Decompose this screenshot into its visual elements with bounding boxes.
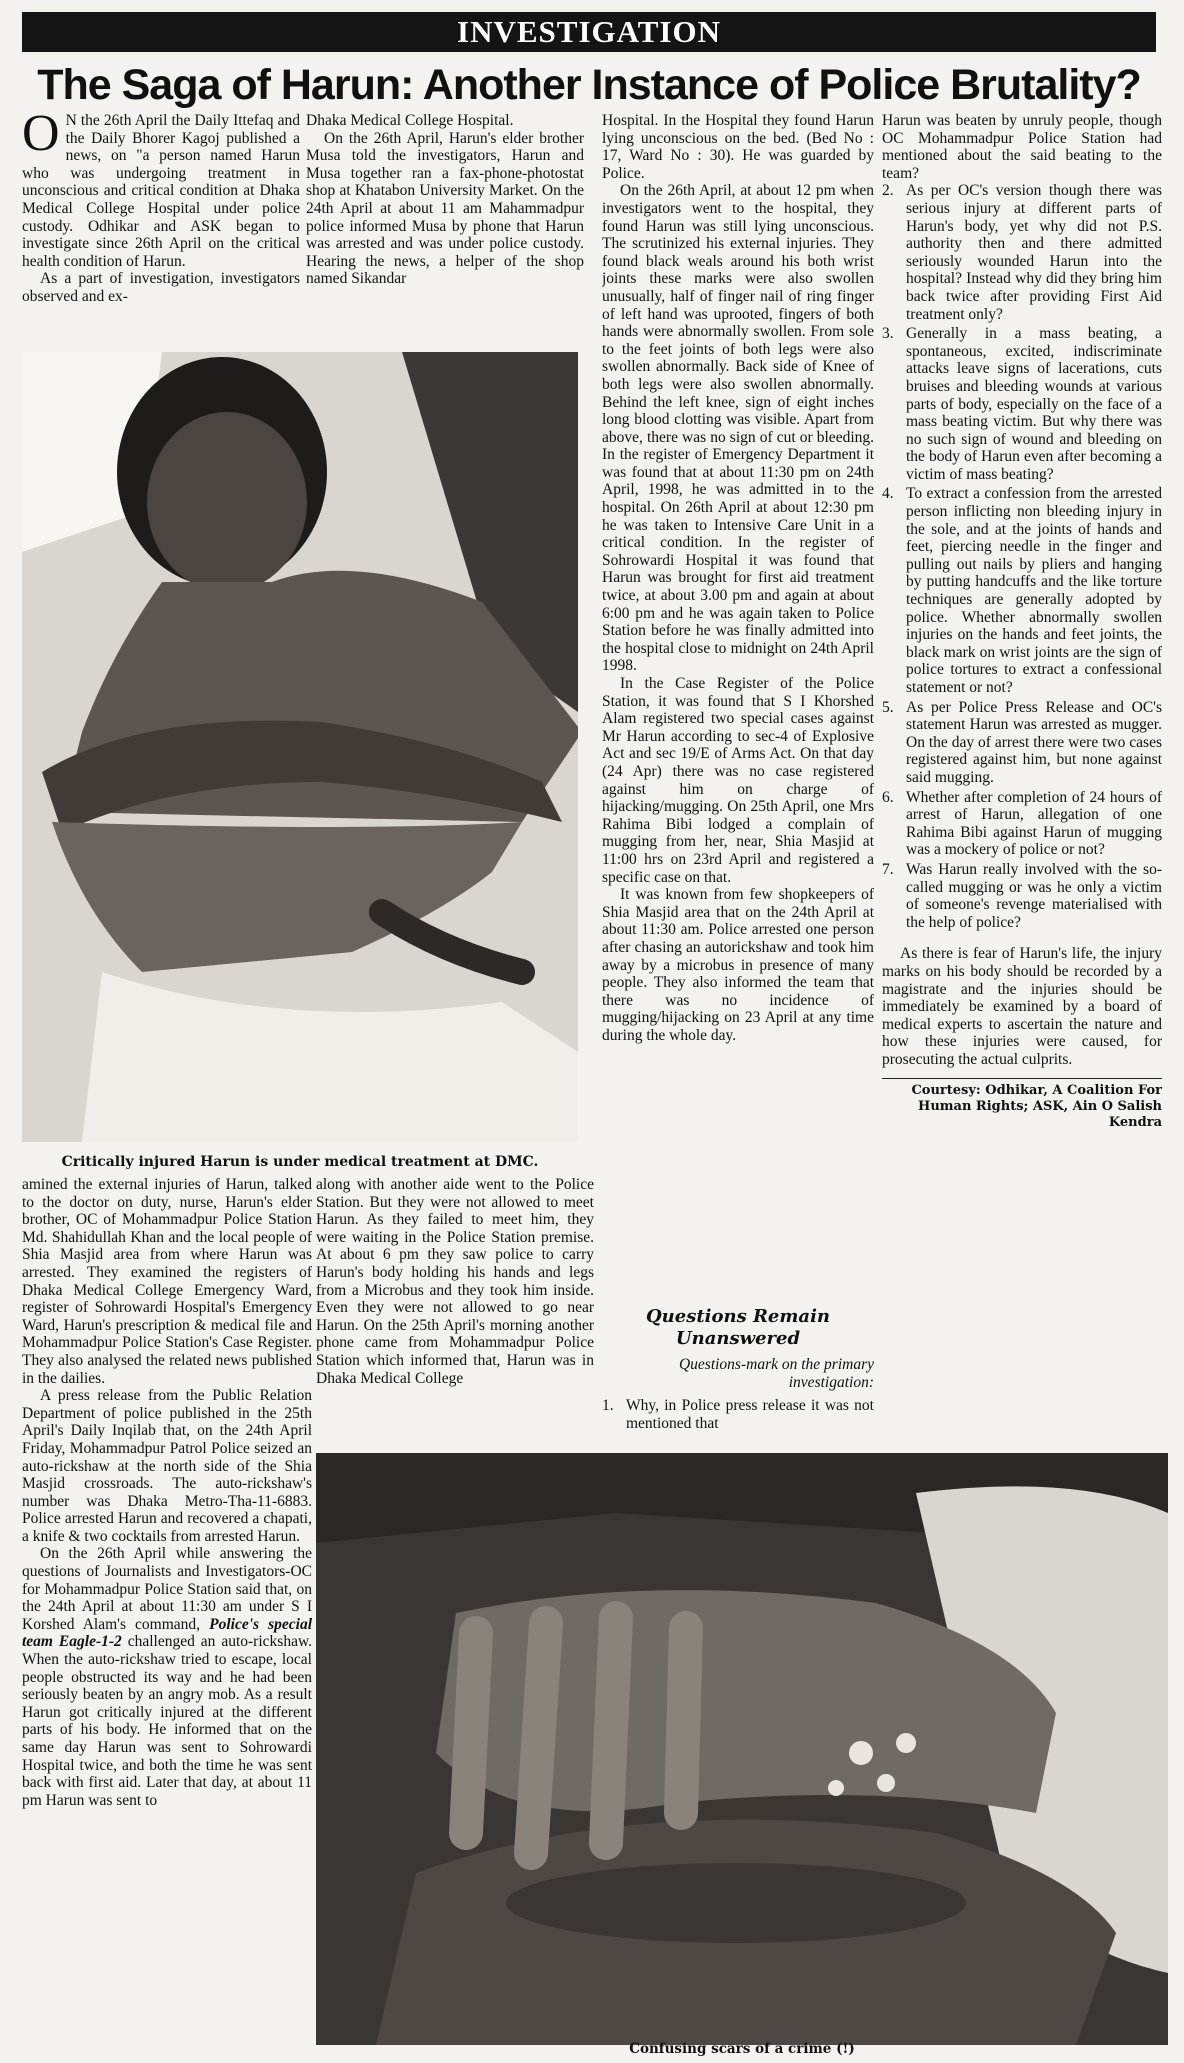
paragraph: On the 26th April while answering the questions of Journalists and Investigators-OC for Mohammadpur Police Station said that, on the 24th April at about 11:30 am under S I Korshed Alam's command, Police's special team Eagle-1-2 challenged an auto-rickshaw. When the auto-rickshaw tried to escape, local people obstructed its way and he had been seriously beaten by an angry mob. As a result Harun got critically injured at the different parts of his body. He informed that on the same day Harun was sent to Sohrowardi Hospital twice, and both the time he was sent back with first aid. Later that day, at about 11 pm Harun was sent to (22, 1545, 312, 1809)
paragraph: As a part of investigation, investigators observed and ex- (22, 270, 300, 305)
article-column-3 (602, 112, 874, 1292)
conclusion-paragraph: As there is fear of Harun's life, the injury marks on his body should be recorded by a magistrate and the injuries should be immediately be examined by a board of medical experts to ascertain the nature and how these injuries were caused, for prosecuting the actual culprits. (882, 945, 1162, 1068)
paragraph: Hospital. In the Hospital they found Harun lying unconscious on the bed. (Bed No : 17, Ward No : 30). He was guarded by Police. (602, 112, 874, 182)
question-item: 2. As per OC's version though there was serious injury at different parts of Harun's body, yet why did not P.S. authority then and there admitted seriously wounded Harun into the hospital? Instead why did they bring him back twice after providing First Aid treatment only? (882, 182, 1162, 323)
questions-intro: Questions-mark on the primary investigation: (678, 1356, 874, 1391)
paragraph: It was known from few shopkeepers of Shia Masjid area that on the 24th April at about 11:30 am. Police arrested one person after chasing an autorickshaw and took him away by a microbus in presence of many people. They also informed the team that there was no incidence of mugging/hijacking on 23 April at any time during the whole day. (602, 886, 874, 1044)
paragraph: On the 26th April, at about 12 pm when investigators went to the hospital, they found Harun was still lying unconscious. The scrutinized his external injuries. They found black weals around his both wrist joints these marks were also swollen unusually, half of finger nail of ring finger of left hand was uprooted, fingers of both hands were abnormally swollen. From sole to the feet joints of both legs were also swollen abnormally. Back side of Knee of both legs were also swollen abnormally. Behind the left knee, sign of eight inches long blood clotting was visible. Apart from above, there was no sign of cut or bleeding. In the register of Emergency Department it was found that at about 11:30 pm on 24th April, 1998, he was admitted in to the hospital. On 26th April at about 12:30 pm he was taken to Intensive Care Unit in a critical condition. In the register of Sohrowardi Hospital it was found that Harun was brought for first aid treatment twice, at about 3.00 pm and again at about 6:00 pm and he was again taken to Police Station before he was finally admitted into the hospital close to midnight on 24th April 1998. (602, 182, 874, 675)
paragraph: amined the external injuries of Harun, talked to the doctor on duty, nurse, Harun's elder brother, OC of Mohammadpur Police Station Md. Shahidullah Khan and the local people of Shia Masjid area from where Harun was arrested. They examined the registers of Dhaka Medical College Emergency Ward, register of Sohrowardi Hospital's Emergency Ward, Harun's prescription & medical file and Mohammadpur Police Station's Case Register. They also analysed the related news published in the dailies. (22, 1176, 312, 1387)
paragraph: Dhaka Medical College Hospital. (306, 112, 514, 129)
paragraph: O N the 26th April the Daily Ittefaq and the Daily Bhorer Kagoj published a news, on "a person named Harun who was undergoing treatment in unconscious and critical condition at Dhaka Medical College Hospital under police custody. Odhikar and ASK began to investigate since 26th April on the critical health condition of Harun. (22, 112, 300, 270)
question-item: 3. Generally in a mass beating, a spontaneous, excited, indiscriminate attacks leave signs of lacerations, cuts bruises and bleeding wounds at various parts of body, especially on the face of a mass beating victim. But why there was no such sign of wound and bleeding on the body of Harun even after becoming a victim of mass beating? (882, 325, 1162, 483)
question-item: 4. To extract a confession from the arrested person inflicting non bleeding injury in the sole, and at the joints of hands and feet, piercing needle in the finger and pulling out nails by pliers and hanging by putting handcuffs and the like torture techniques are generally adopted by police. Whether abnormally swollen injuries on the hands and feet joints, the black mark on wrist joints are the sign of police tortures to extract a confessional statement or not? (882, 485, 1162, 696)
article-column-4 (882, 112, 1162, 1452)
photo-caption: Confusing scars of a crime (!) (629, 2041, 855, 2057)
emphasis: Police's special team Eagle-1-2 (22, 1615, 312, 1651)
question-item: 1. Why, in Police press release it was not mentioned that (602, 1397, 874, 1432)
article-column-2 (306, 112, 584, 347)
courtesy-credit: Courtesy: Odhikar, A Coalition For Human Rights; ASK, Ain O Salish Kendra (911, 1083, 1162, 1131)
paragraph: A press release from the Public Relation Department of police published in the 25th April's Daily Inqilab that, on the 24th April Friday, Mohammadpur Patrol Police seized an auto-rickshaw at the north side of the Shia Masjid crossroads. The auto-rickshaw's number was Dhaka Metro-Tha-11-6883. Police arrested Harun and recovered a chapati, a knife & two cocktails from arrested Harun. (22, 1387, 312, 1545)
paragraph: In the Case Register of the Police Station, it was found that S I Khorshed Alam registered two special cases against Mr Harun according to sec-4 of Explosive Act and sec 19/E of Arms Act. On that day (24 Apr) there was no case registered against him on charge of hijacking/mugging. On 25th April, one Mrs Rahima Bibi lodged a complain of mugging from her, near, Shia Masjid at 11:00 hrs on 23rd April and registered a specific case on that. (602, 675, 874, 886)
questions-column-start (602, 1356, 874, 1456)
questions-heading: Questions Remain Unanswered (645, 1306, 831, 1349)
photo-illustration (316, 1453, 1168, 2045)
photo-scars (316, 1453, 1168, 2045)
question-item: 7. Was Harun really involved with the so-called mugging or was he only a victim of someone's revenge materialised with the help of police? (882, 860, 1162, 931)
section-label: INVESTIGATION (22, 12, 1156, 52)
question-item: 6. Whether after completion of 24 hours of arrest of Harun, allegation of one Rahima Bibi against Harun of mugging was a mockery of police or not? (882, 788, 1162, 859)
headline: The Saga of Harun: Another Instance of Police Brutality? (37, 61, 1141, 109)
question-list-start (602, 1397, 874, 1432)
drop-cap: O (22, 112, 60, 162)
divider (882, 1078, 1162, 1079)
question-list (882, 182, 1162, 931)
article-column-5 (22, 1176, 312, 2056)
question-item: 5. As per Police Press Release and OC's statement Harun was arrested as mugger. On the day of arrest there were two cases registered against him, but none against said mugging. (882, 698, 1162, 786)
article-column-1 (22, 112, 300, 347)
paragraph: along with another aide went to the Police Station. But they were not allowed to meet Harun. As they failed to meet him, they were waiting in the Police Station premise. At about 6 pm they saw police to carry Harun's body holding his hands and legs from a Microbus and they took him inside. Even they were not allowed to go near Harun. On the 25th April's morning another phone came from Mohammadpur Police Station which informed that, Harun was in Dhaka Medical College (316, 1176, 594, 1387)
article-column-6 (316, 1176, 594, 1446)
photo-injured-harun (22, 352, 578, 1142)
paragraph: On the 26th April, Harun's elder brother Musa told the investigators, Harun and Musa together ran a fax-phone-photostat shop at Khatabon University Market. On the 24th April at about 11 am Mahammadpur police informed Musa by phone that Harun was arrested and was under police custody. Hearing the news, a helper of the shop named Sikandar (306, 129, 584, 288)
photo-caption: Critically injured Harun is under medical treatment at DMC. (61, 1154, 539, 1170)
paragraph: Harun was beaten by unruly people, though OC Mohammadpur Police Station had mentioned about the said beating to the team? (882, 112, 1162, 182)
photo-illustration (22, 352, 578, 1142)
